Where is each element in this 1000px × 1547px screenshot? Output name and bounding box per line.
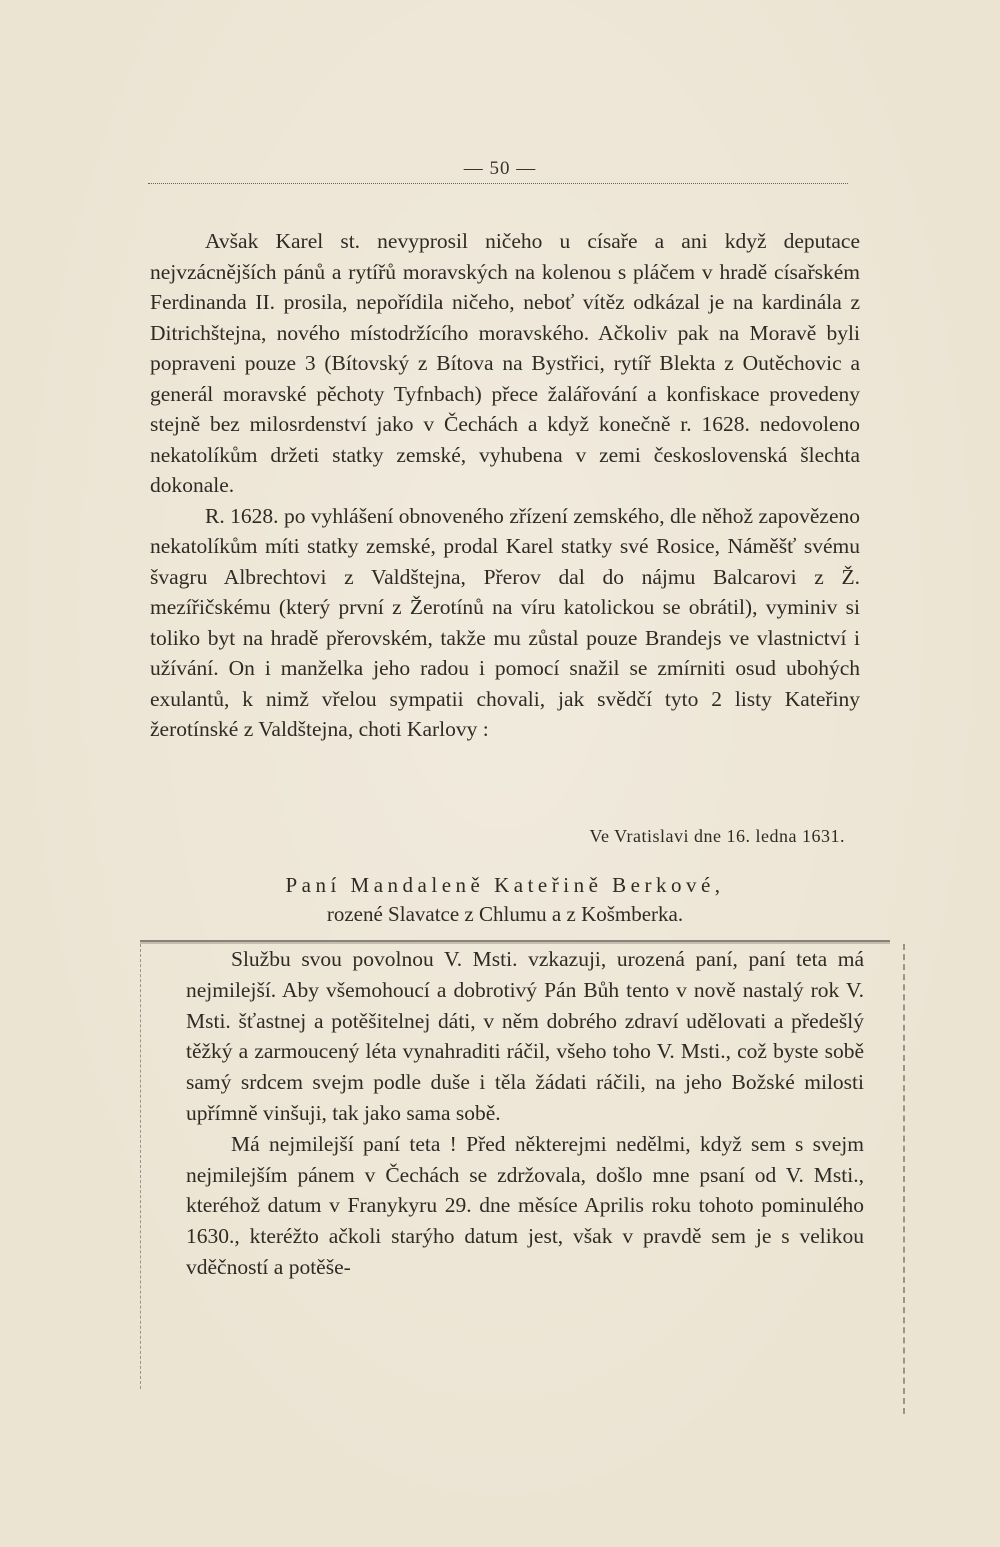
- letter-paragraph: Má nejmilejší paní teta ! Před některejmi nedělmi, když sem s svejm nejmilejším pánem v Čechách se zdržovala, došlo mne psaní od V. Msti., kteréhož datum v Franykyru 29. dne měsíce Aprilis roku tohoto pominulého 1630., kteréžto ačkoli starýho datum jest, však v pravdě sem je s velikou vděčností a potěše-: [186, 1131, 864, 1279]
- page-number: — 50 —: [463, 158, 537, 179]
- addressee-name: Paní Mandaleně Kateřině Berkové,: [285, 873, 725, 897]
- letter-top-rule: [140, 940, 890, 942]
- body-text: [150, 226, 860, 745]
- addressee-origin: rozené Slavatce z Chlumu a z Košmberka.: [326, 902, 684, 926]
- header-dotted-rule: [148, 183, 848, 184]
- letter-text: [186, 944, 864, 1283]
- body-paragraph: R. 1628. po vyhlášení obnoveného zřízení zemského, dle něhož zapovězeno nekatolíkům míti statky zemské, prodal Karel statky své Rosice, Náměšť svému švagru Albrechtovi z Valdštejna, Přerov dal do nájmu Balcarovi z Ž. mezířičskému (který první z Žerotínů na víru katolickou se obrátil), vyminiv si toliko byt na hradě přerovském, takže mu zůstal pouze Brandejs ve vlastnictví i užívání. On i manželka jeho radou i pomocí snažil se zmírniti osud ubohých exulantů, k nimž vřelou sympatii chovali, jak svědčí tyto 2 listy Kateřiny žerotínské z Valdštejna, choti Karlovy :: [150, 503, 860, 741]
- letter-left-edge: [140, 944, 141, 1389]
- letter-paragraph: Službu svou povolnou V. Msti. vzkazuji, urozená paní, paní teta má nejmilejší. Aby všemohoucí a dobrotivý Pán Bůh tento v nově nastalý rok V. Msti. šťastnej a potěšitelnej dáti, v něm dobrého zdraví udělovati a předešlý těžký a zarmoucený léta vynahraditi ráčil, všeho toho V. Msti., což byste sobě samý srdcem svejm podle duše i těla žádati ráčili, na jeho Božské milosti upřímně vinšuji, tak jako sama sobě.: [186, 947, 864, 1125]
- letter-addressee: [150, 871, 860, 929]
- letter-right-edge: [903, 944, 905, 1414]
- body-paragraph: Avšak Karel st. nevyprosil ničeho u císaře a ani když deputace nejvzácnějších pánů a rytířů moravských na kolenou s pláčem v hradě císařském Ferdinanda II. prosila, nepořídila ničeho, neboť vítěz odkázal je na kardinála z Ditrichštejna, nového místodržícího moravského. Ačkoliv pak na Moravě byli popraveni pouze 3 (Bítovský z Bítova na Bystřici, rytíř Blekta z Outěchovic a generál moravské pěchoty Tyfnbach) přece žalářování a konfiskace provedeny stejně bez milosrdenství jako v Čechách a když konečně r. 1628. nedovoleno nekatolíkům držeti statky zemské, vyhubena v zemi československá šlechta dokonale.: [150, 229, 860, 497]
- letter-date-line: Ve Vratislavi dne 16. ledna 1631.: [589, 826, 845, 846]
